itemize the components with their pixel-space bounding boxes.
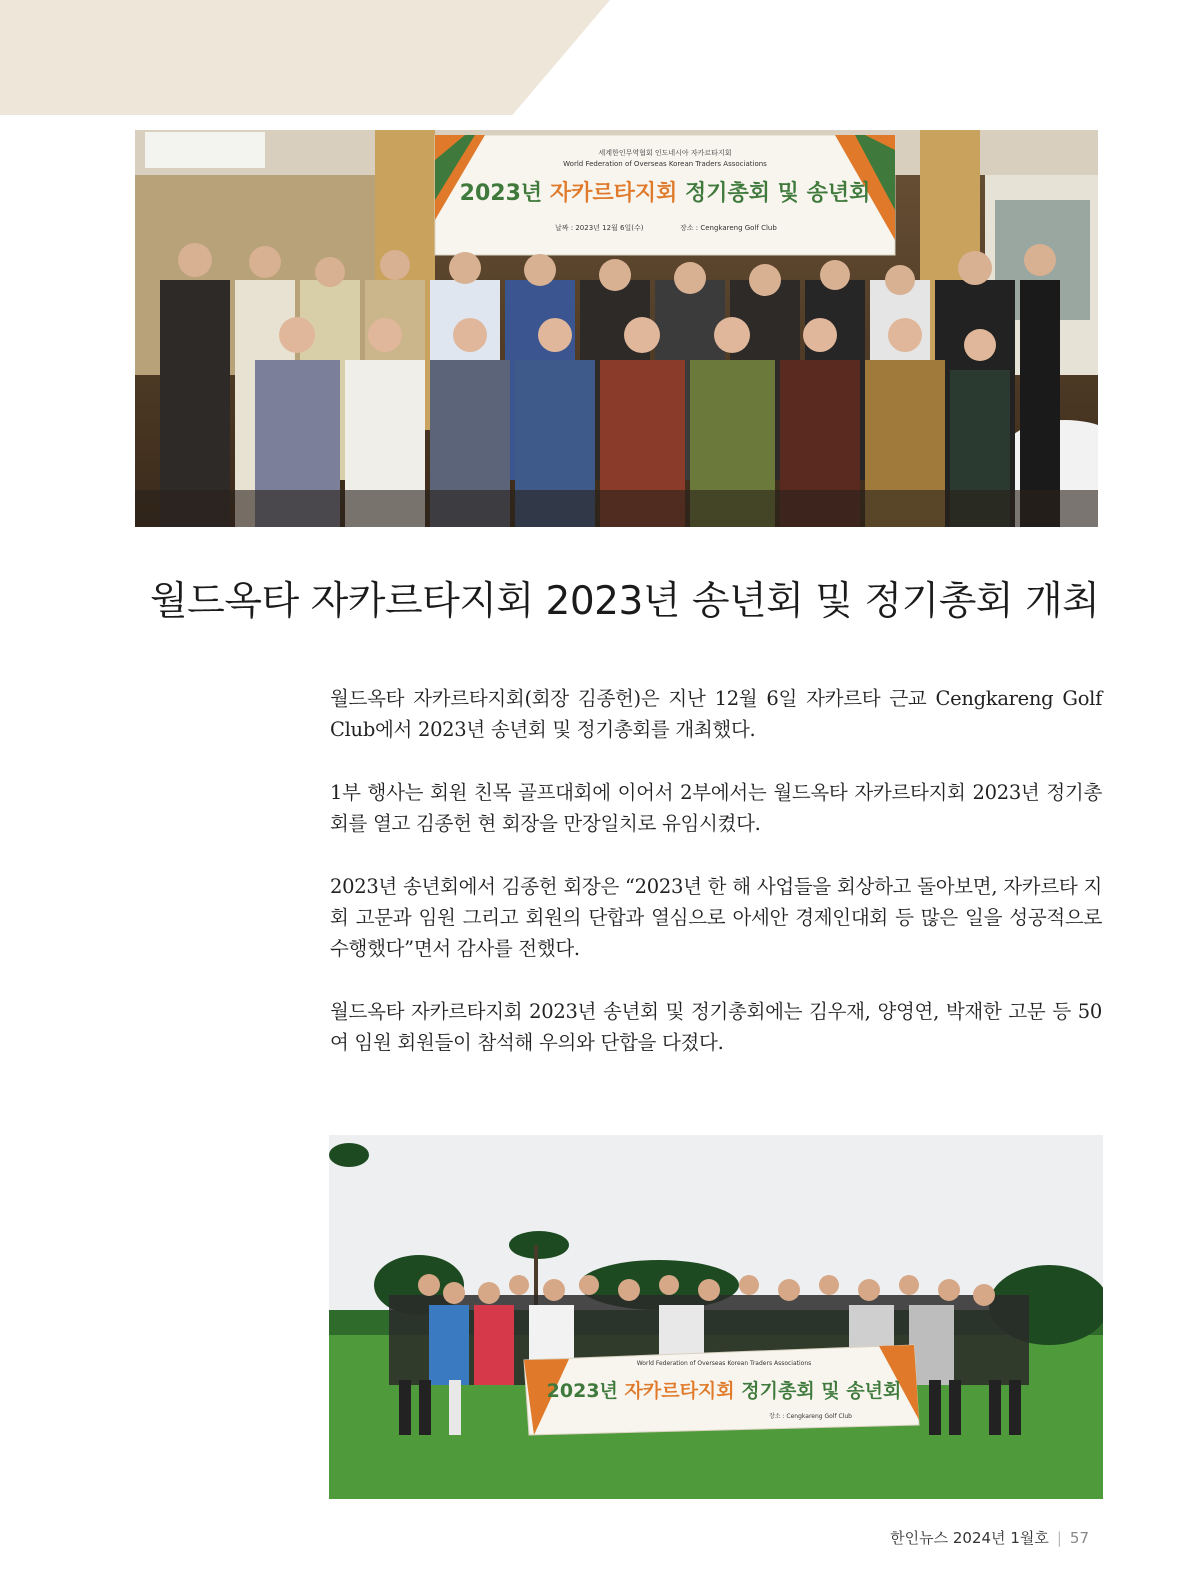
golf-banner-venue: 장소 : Cengkareng Golf Club — [769, 1413, 852, 1420]
article-paragraph-4: 월드옥타 자카르타지회 2023년 송년회 및 정기총회에는 김우재, 양영연, 박재한 고문 등 50여 임원 회원들이 참석해 우의와 단합을 다졌다. — [330, 1000, 1102, 1054]
golf-banner-title: 2023년 자카르타지회 정기총회 및 송년회 — [546, 1380, 902, 1402]
article-body — [330, 683, 1102, 1090]
group-photo-golf — [329, 1135, 1103, 1499]
golf-banner — [524, 1345, 919, 1435]
banner-org-english: World Federation of Overseas Korean Traders Associations — [563, 160, 767, 168]
banner-title: 2023년 자카르타지회 정기총회 및 송년회 — [459, 181, 871, 206]
article-headline: 월드옥타 자카르타지회 2023년 송년회 및 정기총회 개최 — [150, 579, 1100, 624]
banquet-photo-illustration — [135, 130, 1098, 527]
page-number: 57 — [1069, 1529, 1089, 1547]
golf-photo-illustration — [329, 1135, 1103, 1499]
footer-separator: | — [1056, 1529, 1062, 1547]
banner-venue: 장소 : Cengkareng Golf Club — [680, 224, 777, 232]
article-paragraph-3: 2023년 송년회에서 김종헌 회장은 “2023년 한 해 사업들을 회상하고 돌아보면, 자카르타 지회 고문과 임원 그리고 회원의 단합과 열심으로 아세안 경제인대회 등 많은 일을 성공적으로 수행했다”면서 감사를 전했다. — [330, 875, 1102, 960]
article-paragraph-2: 1부 행사는 회원 친목 골프대회에 이어서 2부에서는 월드옥타 자카르타지회 2023년 정기총회를 열고 김종헌 현 회장을 만장일치로 유임시켰다. — [330, 781, 1102, 835]
article-paragraph-1: 월드옥타 자카르타지회(회장 김종헌)은 지난 12월 6일 자카르타 근교 Cengkareng Golf Club에서 2023년 송년회 및 정기총회를 개최했다. — [330, 687, 1102, 741]
group-photo-banquet — [135, 130, 1098, 527]
banner-date: 날짜 : 2023년 12월 6일(수) — [555, 224, 644, 232]
banner-org-korean: 세계한인무역협회 인도네시아 자카르타지회 — [598, 149, 732, 157]
page-footer — [890, 1527, 1089, 1548]
publication-name: 한인뉴스 2024년 1월호 — [890, 1529, 1049, 1547]
golf-banner-org-english: World Federation of Overseas Korean Traders Associations — [636, 1360, 812, 1367]
corner-decoration — [0, 0, 610, 115]
